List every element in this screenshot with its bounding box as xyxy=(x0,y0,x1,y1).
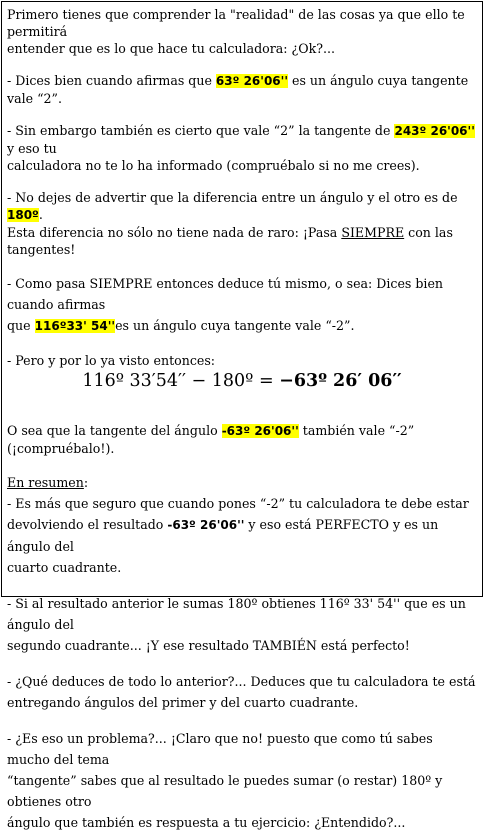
paragraph-what-deduce xyxy=(7,671,477,713)
intro-line-2: entender que es lo que hace tu calculadora: ¿Ok?... xyxy=(7,41,335,56)
highlighted-angle: 243º 26'06'' xyxy=(394,124,475,138)
text: - ¿Es eso un problema?... ¡Claro que no! puesto que como tú sabes mucho del tema xyxy=(7,731,433,767)
paragraph-deduce xyxy=(7,273,477,337)
text: - Es más que seguro que cuando pones “-2” tu calculadora te debe estar xyxy=(7,496,469,511)
text: devolviendo el resultado xyxy=(7,517,168,532)
text: - Sin embargo también es cierto que vale “2” la tangente de xyxy=(7,123,395,138)
paragraph-sum-180 xyxy=(7,593,477,656)
text: - Dices bien cuando afirmas que xyxy=(7,73,216,88)
text: entregando ángulos del primer y del cuarto cuadrante. xyxy=(7,695,359,710)
summary-heading: En resumen xyxy=(7,475,84,490)
text: cuarto cuadrante. xyxy=(7,560,122,575)
text: también vale “-2” (¡compruébalo!). xyxy=(7,423,415,456)
text: - Pero y por lo ya visto entonces: xyxy=(7,353,216,368)
text: : xyxy=(83,475,89,490)
intro-line-1: Primero tienes que comprender la "realidad" de las cosas ya que ello te permitirá xyxy=(7,7,465,39)
highlighted-angle: 116º33' 54'' xyxy=(34,319,116,333)
highlighted-angle: 180º xyxy=(7,208,39,222)
formula-left: 116º 33′54′′ − 180º = xyxy=(82,371,280,391)
underlined-text: SIEMPRE xyxy=(341,225,405,240)
formula xyxy=(7,370,477,392)
text: “tangente” sabes que al resultado le puedes sumar (o restar) 180º y obtienes otro xyxy=(7,773,443,809)
text: es un ángulo cuya tangente vale “2”. xyxy=(7,73,469,106)
bold-angle: -63º 26'06'' xyxy=(167,518,245,532)
text: y eso está PERFECTO y es un ángulo del xyxy=(7,517,439,554)
text: . xyxy=(38,207,43,222)
paragraph-problem xyxy=(7,728,477,833)
paragraph-tangent-2 xyxy=(7,72,477,107)
formula-result: −63º 26′ 06′′ xyxy=(279,371,402,391)
text: ángulo que también es respuesta a tu ejercicio: ¿Entendido?... xyxy=(7,815,406,830)
document-body xyxy=(7,6,477,833)
summary-section xyxy=(7,472,477,578)
text: que xyxy=(7,318,35,333)
text: segundo cuadrante... ¡Y ese resultado TAMBIÉN está perfecto! xyxy=(7,638,410,653)
text: - ¿Qué deduces de todo lo anterior?... Deduces que tu calculadora te está xyxy=(7,674,476,689)
highlighted-angle: 63º 26'06'' xyxy=(215,74,288,88)
text: - Si al resultado anterior le sumas 180º obtienes 116º 33' 54'' que es un ángulo del xyxy=(7,596,466,632)
text: - Como pasa SIEMPRE entonces deduce tú mismo, o sea: Dices bien cuando afirmas xyxy=(7,276,444,312)
text: con las tangentes! xyxy=(7,225,453,257)
paragraph-243 xyxy=(7,122,477,174)
highlighted-angle: -63º 26'06'' xyxy=(221,424,299,438)
paragraph-pero xyxy=(7,352,477,369)
paragraph-conclusion xyxy=(7,422,477,457)
text: calculadora no te lo ha informado (compruébalo si no me crees). xyxy=(7,158,420,173)
text: y eso tu xyxy=(7,141,57,156)
text: es un ángulo cuya tangente vale “-2”. xyxy=(115,318,355,333)
text: O sea que la tangente del ángulo xyxy=(7,423,222,438)
paragraph-difference xyxy=(7,189,477,258)
text: Esta diferencia no sólo no tiene nada de raro: ¡Pasa xyxy=(7,225,342,240)
text: - No dejes de advertir que la diferencia entre un ángulo y el otro es de xyxy=(7,190,458,205)
intro-paragraph xyxy=(7,6,477,57)
